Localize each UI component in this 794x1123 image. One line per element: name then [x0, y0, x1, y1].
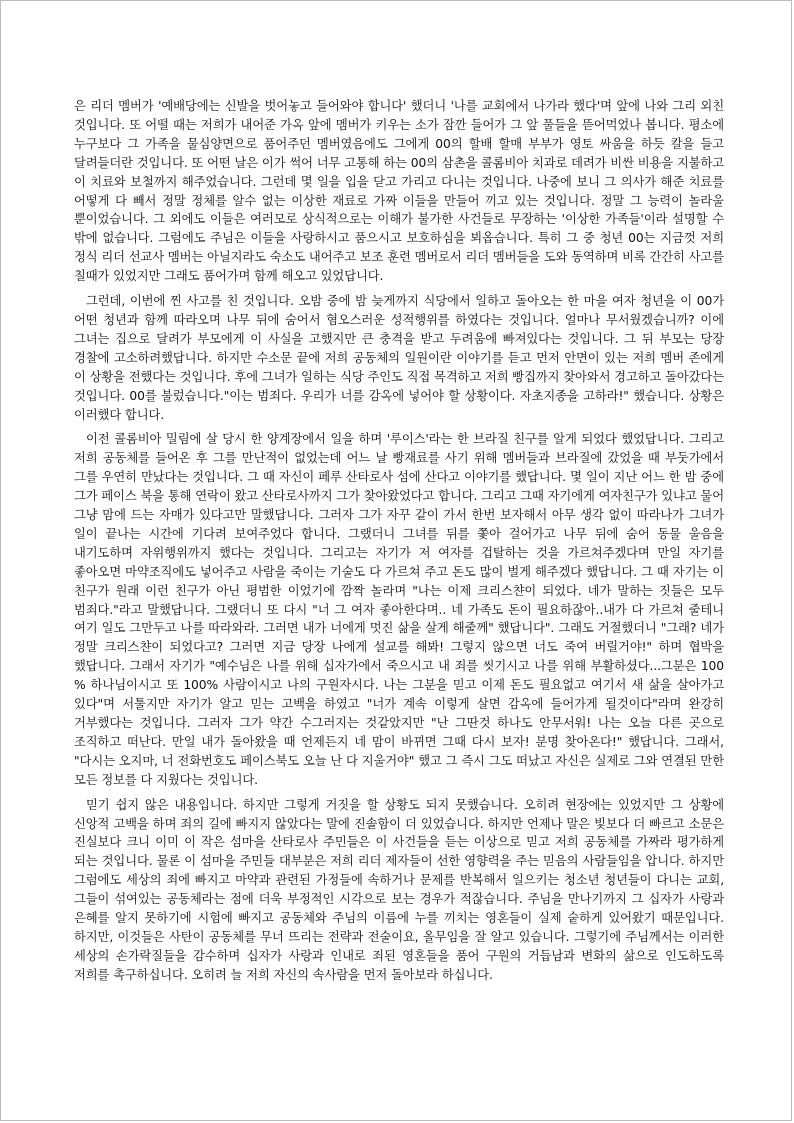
document-body — [74, 97, 724, 991]
paragraph-3: 이전 콜롬비아 밀림에 살 당시 한 양계장에서 일을 하며 '루이스'라는 한 브라질 친구를 알게 되었다 했었답니다. 그리고 저희 공동체를 들어온 후 그를 만난적이 없었는데 어느 날 빵재료를 사기 위해 멤버들과 브라질에 갔었을 때 부둣가에서 그를 우연히 만났다는 것입니다. 그 때 자신이 페루 산타로사 섬에 산다고 이야기를 했답니다. 몇 일이 지난 어느 한 밤 중에 그가 페이스 북을 통해 연락이 왔고 산타로사까지 그가 찾아왔었다고 합니다. 그리고 그때 자기에게 여자친구가 있냐고 물어 그냥 맘에 드는 자매가 있다고만 말했답니다. 그러자 그가 자꾸 같이 가서 한번 보자해서 아무 생각 없이 따라나가 그녀가 일이 끝나는 시간에 기다려 보여주었다 합니다. 그랬더니 그녀를 뒤를 쫓아 걸어가고 나무 뒤에 숨어 동물 울음을 내기도하며 자위행위까지 했다는 것입니다. 그리고는 자기가 저 여자를 겁탈하는 것을 가르쳐주겠다며 만일 자기를 좋아오면 마약조직에도 넣어주고 사람을 죽이는 기술도 다 가르쳐 주고 돈도 많이 벌게 해주겠다 했답니다. 그 때 자기는 이 친구가 원래 이런 친구가 아닌 평범한 이었기에 깜짝 놀라며 "나는 이제 크리스챤이 되었다. 네가 말하는 짓들은 모두 범죄다."라고 말했답니다. 그랬더니 또 다시 "너 그 여자 좋아한다며.. 네 가족도 돈이 필요하잖아..내가 다 가르쳐 줄테니 여기 일도 그만두고 나를 따라와라. 그러면 내가 너에게 멋진 삶을 살게 해줄께" 했답니다". 그래도 거절했더니 "그래? 네가 정말 크리스챤이 되었다고? 그러면 지금 당장 나에게 설교를 해봐! 그렇지 않으면 너도 죽여 버릴거야!" 하며 협박을 했답니다. 그래서 자기가 "예수님은 나를 위해 십자가에서 죽으시고 내 죄를 씻기시고 나를 위해 부활하셨다...그분은 100 % 하나님이시고 또 100% 사람이시고 나의 구원자시다. 나는 그분을 믿고 이제 돈도 필요없고 여기서 새 삶을 살아가고 있다"며 서툴지만 자기가 알고 믿는 고백을 하였고 "너가 계속 이렇게 살면 감옥에 들어가게 될것이다"라며 완강히 거부했다는 것입니다. 그러자 그가 약간 수그러지는 것같았지만 "난 그딴것 하나도 안무서워! 나는 오늘 다른 곳으로 조직하고 떠난다. 만일 내가 돌아왔을 때 언제든지 네 맘이 바뀌면 그때 다시 보자! 분명 찾아온다!" 했답니다. 그래서, "다시는 오지마, 너 전화번호도 페이스북도 오늘 난 다 지울거야" 했고 그 즉시 그도 떠났고 자신은 실제로 그와 연결된 만한 모든 정보를 다 지웠다는 것입니다. — [74, 432, 724, 787]
paragraph-4: 믿기 쉽지 않은 내용입니다. 하지만 그렇게 거짓을 할 상황도 되지 못했습니다. 오히려 현장에는 있었지만 그 상황에 신앙적 고백을 하며 죄의 길에 빠지지 않았다는 말에 진솔함이 더 있었습니다. 하지만 언제나 말은 빛보다 더 빠르고 소문은 진실보다 크니 이미 이 작은 섬마을 산타로사 주민들은 이 사건들을 듣는 이상으로 믿고 저희 공동체를 가짜라 평가하게 되는 것입니다. 물론 이 섬마을 주민들 대부분은 저희 리더 제자들이 선한 영향력을 주는 믿음의 사람들임을 압니다. 하지만 그럼에도 세상의 죄에 빠지고 마약과 관련된 가정들에 속하거나 문제를 반복해서 일으키는 청소년 청년들이 다니는 교회, 그들이 섞여있는 공동체라는 점에 더욱 부정적인 시각으로 보는 경우가 적잖습니다. 주님을 만나기까지 그 십자가 사랑과 은혜를 알지 못하기에 시험에 빠지고 공동체와 주님의 이름에 누를 끼치는 영혼들이 실제 숱하게 있어왔기 때문입니다. 하지만, 이것들은 사탄이 공동체를 무너 뜨리는 전략과 전술이요, 올무임을 잘 알고 있습니다. 그렇기에 주님께서는 이러한 세상의 손가락질들을 감수하며 십자가 사랑과 인내로 죄된 영혼들을 품어 구원의 거듭남과 변화의 삶으로 인도하도록 저희를 촉구하십니다. 오히려 늘 저희 자신의 속사람을 먼저 돌아보라 하십니다. — [74, 797, 724, 982]
paragraph-1: 은 리더 멤버가 '예배당에는 신발을 벗어놓고 들어와야 합니다' 했더니 '나를 교회에서 나가라 했다'며 앞에 나와 그리 외친 것입니다. 또 어떨 때는 저희가 내어준 가옥 앞에 멤버가 키우는 소가 잠깐 들어가 그 앞 풀들을 뜯어먹었나 봅니다. 평소에 누구보다 그 가족을 물심양면으로 품어주던 멤버였음에도 그에게 00의 할배 할매 부부가 영토 싸움을 하듯 칼을 들고 달려들더란 것입니다. 또 어떤 날은 이가 썩어 너무 고통해 하는 00의 삼촌을 콜롬비아 치과로 데려가 비싼 비용을 지불하고 이 치료와 보철까지 해주었습니다. 그런데 몇 일을 입을 닫고 가리고 다니는 것입니다. 나중에 보니 그 의사가 해준 치료를 어떻게 다 빼서 정말 정체를 알수 없는 이상한 재료로 가짜 이들을 만들어 끼고 있는 것입니다. 정말 그 능력이 놀라울 뿐이었습니다. 그 외에도 이들은 여러모로 상식적으로는 이해가 불가한 사건들로 무장하는 '이상한 가족들'이라 설명할 수 밖에 없습니다. 그럼에도 주님은 이들을 사랑하시고 품으시고 보호하심을 뵈옵습니다. 특히 그 중 청년 00는 지금껏 저희 정식 리더 선교사 멤버는 아닐지라도 숙소도 내어주고 보조 훈련 멤버로서 리더 멤버들을 도와 동역하며 비록 간간히 사고를 칠때가 있었지만 그래도 품어가며 함께 해오고 있었답니다. — [74, 99, 724, 284]
paragraph-2: 그런데, 이번에 찐 사고를 친 것입니다. 오밤 중에 밤 늦게까지 식당에서 일하고 돌아오는 한 마을 여자 청년을 이 00가 어떤 청년과 함께 따라오며 나무 뒤에 숨어서 혐오스러운 성적행위를 하였다는 것입니다. 얼마나 무서웠겠습니까? 이에 그녀는 집으로 달려가 부모에게 이 사실을 고했지만 큰 충격을 받고 두려움에 빠져있다는 것입니다. 그 뒤 부모는 당장 경찰에 고소하려했답니다. 하지만 수소문 끝에 저희 공동체의 일원이란 이야기를 듣고 먼저 안면이 있는 저희 멤버 존에게 이 상황을 전했다는 것입니다. 후에 그녀가 일하는 식당 주인도 직접 목격하고 저희 빵집까지 찾아와서 경고하고 돌아갔다는 것입니다. 00를 불렀습니다."이는 범죄다. 우리가 너를 감옥에 넣어야 할 상황이다. 자초지종을 고하라!" 했습니다. 상황은 이러했다 합니다. — [74, 294, 724, 422]
